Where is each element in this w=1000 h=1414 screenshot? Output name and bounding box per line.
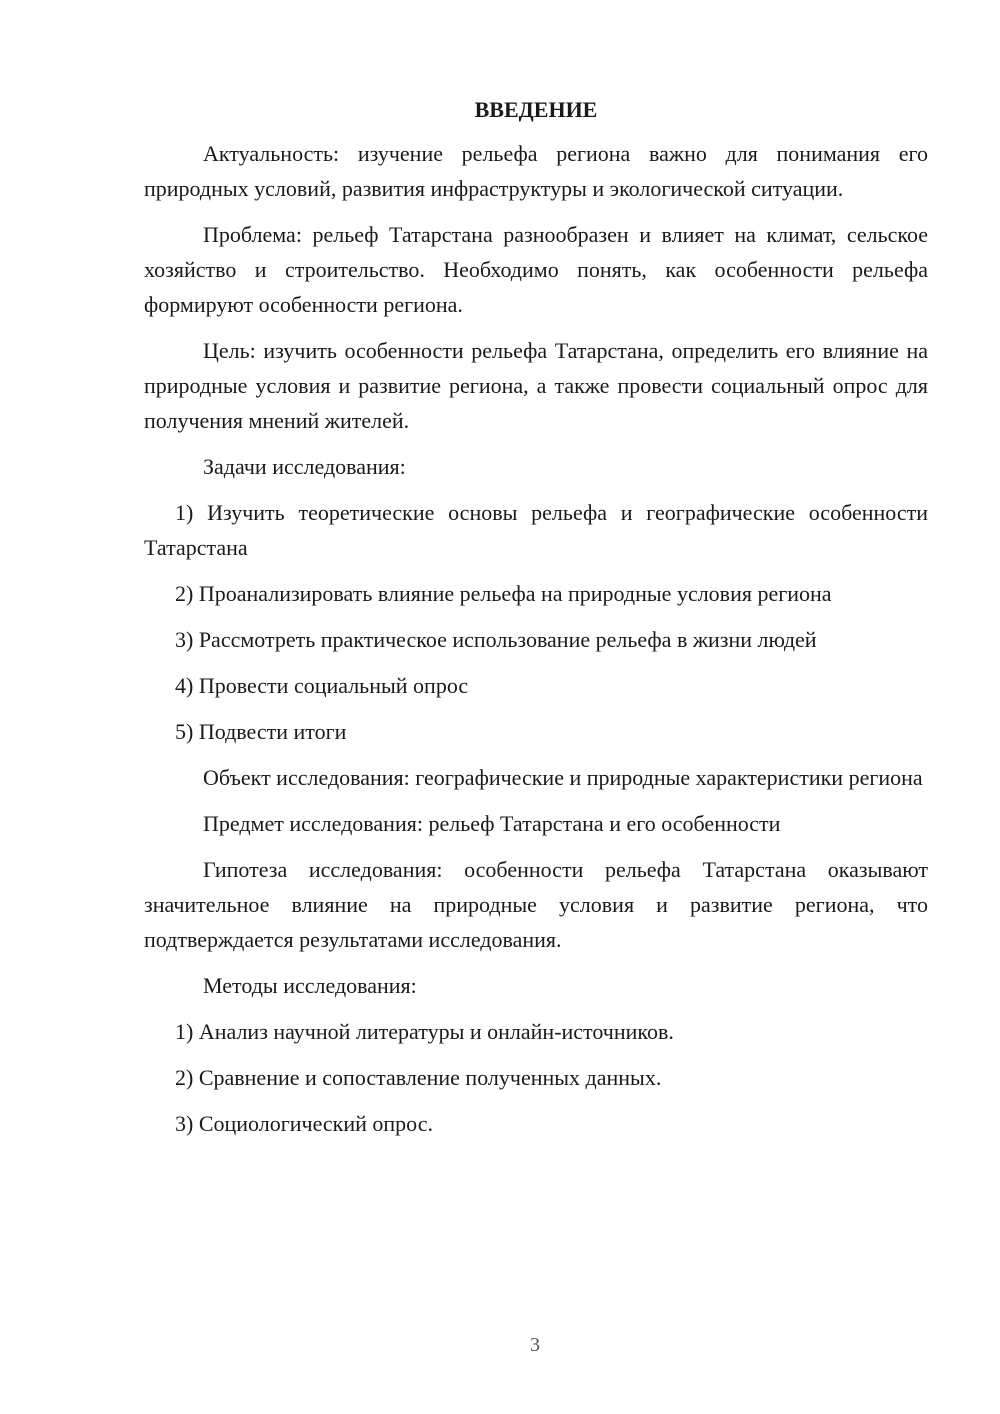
task-item: 1) Изучить теоретические основы рельефа и географические особенности Татарстана: [144, 500, 928, 560]
task-item: 3) Рассмотреть практическое использование рельефа в жизни людей: [175, 627, 817, 652]
task-item: 5) Подвести итоги: [175, 719, 347, 744]
tasks-heading: Задачи исследования:: [203, 454, 406, 479]
method-item: 2) Сравнение и сопоставление полученных данных.: [175, 1065, 662, 1090]
hypothesis-paragraph: Гипотеза исследования: особенности рельефа Татарстана оказывают значительное влияние на природные условия и развитие региона, что подтверждается результатами исследования.: [144, 857, 928, 952]
method-item: 1) Анализ научной литературы и онлайн-источников.: [175, 1019, 674, 1044]
relevance-paragraph: Актуальность: изучение рельефа региона важно для понимания его природных условий, развития инфраструктуры и экологической ситуации.: [144, 141, 928, 201]
object-paragraph: Объект исследования: географические и природные характеристики региона: [203, 765, 923, 790]
task-item: 4) Провести социальный опрос: [175, 673, 469, 698]
task-item: 2) Проанализировать влияние рельефа на природные условия региона: [175, 581, 832, 606]
page-number: 3: [530, 1334, 540, 1356]
methods-heading: Методы исследования:: [203, 973, 417, 998]
problem-paragraph: Проблема: рельеф Татарстана разнообразен и влияет на климат, сельское хозяйство и строительство. Необходимо понять, как особенности рельефа формируют особенности региона.: [144, 222, 928, 317]
document-page: [144, 90, 928, 1152]
goal-paragraph: Цель: изучить особенности рельефа Татарстана, определить его влияние на природные условия и развитие региона, а также провести социальный опрос для получения мнений жителей.: [144, 338, 928, 433]
page-title: ВВЕДЕНИЕ: [474, 97, 598, 122]
method-item: 3) Социологический опрос.: [175, 1111, 433, 1136]
subject-paragraph: Предмет исследования: рельеф Татарстана и его особенности: [203, 811, 781, 836]
